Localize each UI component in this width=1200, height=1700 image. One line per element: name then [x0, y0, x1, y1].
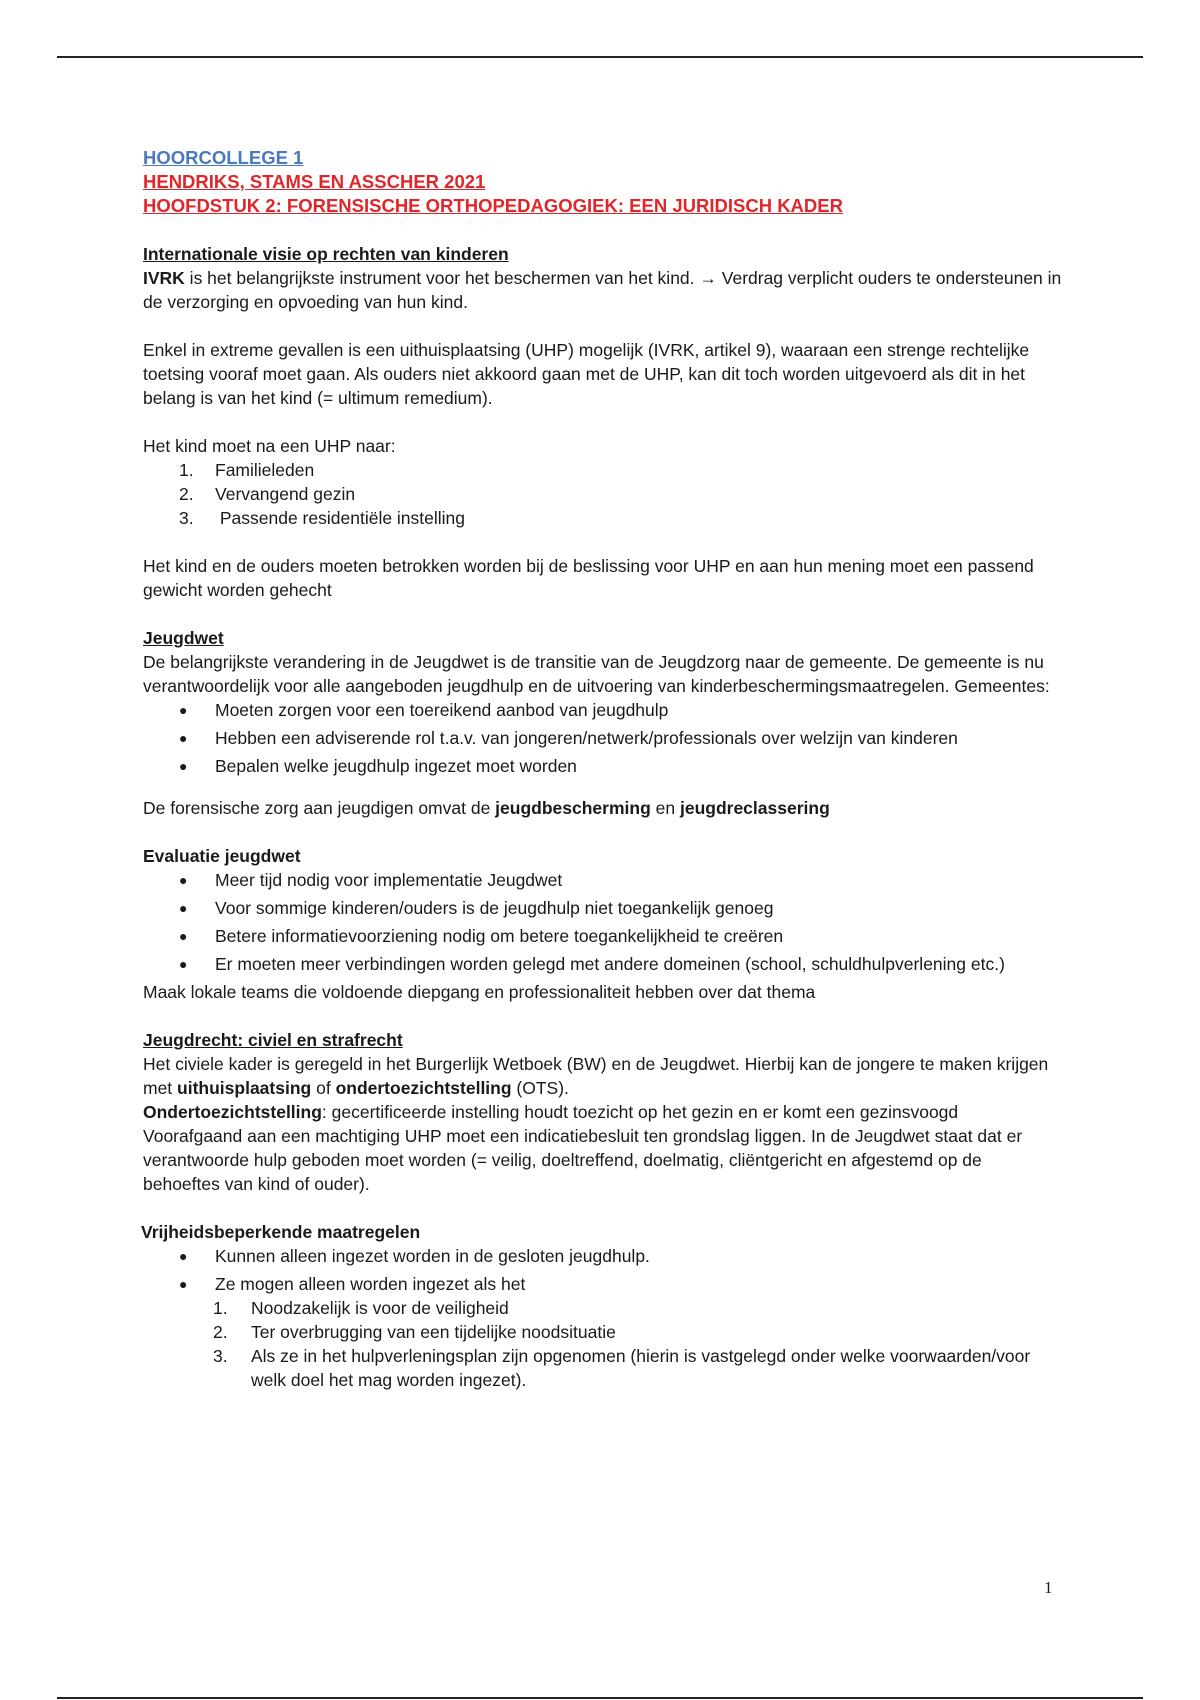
list-item — [143, 482, 1063, 506]
list-item — [143, 1244, 1063, 1268]
maatregelen-bullet-list — [143, 1244, 1063, 1296]
paragraph-civiel-kader — [143, 1052, 1063, 1100]
maatregelen-sub-list — [143, 1296, 1063, 1392]
bullet-dot-icon: ● — [179, 1248, 188, 1264]
term-jeugdbescherming: jeugdbescherming — [495, 798, 651, 818]
list-item-text: Voor sommige kinderen/ouders is de jeugdhulp niet toegankelijk genoeg — [215, 898, 774, 918]
list-item — [143, 506, 1063, 530]
list-item — [143, 1296, 1063, 1320]
list-number: 2. — [179, 484, 194, 504]
paragraph-ivrk-text: is het belangrijkste instrument voor het beschermen van het kind. → Verdrag verplicht ouders te ondersteunen in de verzorging en opvoeding van hun kind. — [143, 268, 1062, 312]
list-item-text: Vervangend gezin — [215, 484, 356, 504]
list-item-text: Als ze in het hulpverleningsplan zijn opgenomen (hierin is vastgelegd onder welke voorwaarden/voor welk doel het mag worden ingezet). — [251, 1346, 1031, 1390]
list-item-text: Familieleden — [215, 460, 315, 480]
bullet-dot-icon: ● — [179, 900, 188, 916]
list-item-text: Noodzakelijk is voor de veiligheid — [251, 1298, 509, 1318]
term-ondertoezichtstelling: ondertoezichtstelling — [335, 1078, 512, 1098]
paragraph-ivrk — [143, 266, 1063, 314]
top-rule — [57, 56, 1143, 58]
list-item — [143, 896, 1063, 920]
header-chapter: HOOFDSTUK 2: FORENSISCHE ORTHOPEDAGOGIEK: EEN JURIDISCH KADER — [143, 195, 843, 216]
header-lecture: HOORCOLLEGE 1 — [143, 147, 304, 168]
list-item — [143, 924, 1063, 948]
term-jeugdreclassering: jeugdreclassering — [679, 798, 830, 818]
bullet-dot-icon: ● — [179, 956, 188, 972]
document-page — [143, 146, 1063, 1392]
header-source: HENDRIKS, STAMS EN ASSCHER 2021 — [143, 171, 486, 192]
section-title-jeugdrecht: Jeugdrecht: civiel en strafrecht — [143, 1030, 403, 1050]
list-number: 1. — [213, 1298, 228, 1318]
paragraph-ots-definition — [143, 1100, 1063, 1124]
evaluatie-bullet-list — [143, 868, 1063, 976]
list-number: 3. — [179, 508, 194, 528]
bottom-rule — [57, 1697, 1143, 1699]
term-ivrk: IVRK — [143, 268, 185, 288]
bullet-dot-icon: ● — [179, 1276, 188, 1292]
list-item — [143, 1320, 1063, 1344]
list-item — [143, 754, 1063, 778]
list-item — [143, 726, 1063, 750]
bullet-dot-icon: ● — [179, 702, 188, 718]
text-run: (OTS). — [511, 1078, 569, 1098]
list-item — [143, 1344, 1063, 1392]
list-item — [143, 952, 1063, 976]
bullet-dot-icon: ● — [179, 758, 188, 774]
text-run: Het civiele kader is geregeld in het Burgerlijk Wetboek (BW) en de Jeugdwet. Hierbij kan de jongere te maken krijgen met — [143, 1054, 1049, 1098]
text-run: De forensische zorg aan jeugdigen omvat de — [143, 798, 496, 818]
list-item — [143, 698, 1063, 722]
list-item-text: Ter overbrugging van een tijdelijke noodsituatie — [251, 1322, 616, 1342]
list-item-text: Ze mogen alleen worden ingezet als het — [215, 1274, 526, 1294]
paragraph-uhp: Enkel in extreme gevallen is een uithuisplaatsing (UHP) mogelijk (IVRK, artikel 9), waaraan een strenge rechtelijke toetsing vooraf moet gaan. Als ouders niet akkoord gaan met de UHP, kan dit toch worden uitgevoerd als dit in het belang is van het kind (= ultimum remedium). — [143, 340, 1030, 408]
list-item-text: Hebben een adviserende rol t.a.v. van jongeren/netwerk/professionals over welzijn van kinderen — [215, 728, 958, 748]
section-title-vrijheidsbeperkend: Vrijheidsbeperkende maatregelen — [141, 1222, 421, 1242]
section-title-jeugdwet: Jeugdwet — [143, 628, 224, 648]
paragraph-forensic-care — [143, 796, 1063, 820]
list-number: 3. — [213, 1346, 228, 1366]
list-item-text: Betere informatievoorziening nodig om betere toegankelijkheid te creëren — [215, 926, 784, 946]
list-item — [143, 1272, 1063, 1296]
text-run: en — [650, 798, 680, 818]
page-number: 1 — [1044, 1578, 1053, 1597]
uhp-destination-list — [143, 458, 1063, 530]
list-item — [143, 458, 1063, 482]
bullet-dot-icon: ● — [179, 928, 188, 944]
paragraph-involvement: Het kind en de ouders moeten betrokken worden bij de beslissing voor UHP en aan hun mening moet een passend gewicht worden gehecht — [143, 556, 1034, 600]
list-item-text: Meer tijd nodig voor implementatie Jeugdwet — [215, 870, 563, 890]
gemeentes-bullet-list — [143, 698, 1063, 778]
paragraph-uhp-destinations: Het kind moet na een UHP naar: — [143, 436, 396, 456]
section-title-evaluatie: Evaluatie jeugdwet — [143, 846, 301, 866]
paragraph-machtiging: Voorafgaand aan een machtiging UHP moet een indicatiebesluit ten grondslag liggen. In de Jeugdwet staat dat er verantwoorde hulp geboden moet worden (= veilig, doeltreffend, doelmatig, cliëntgericht en afgestemd op de behoeftes van kind of ouder). — [143, 1126, 1023, 1194]
list-number: 2. — [213, 1322, 228, 1342]
text-run: : gecertificeerde instelling houdt toezicht op het gezin en er komt een gezinsvoogd — [321, 1102, 959, 1122]
list-item — [143, 868, 1063, 892]
term-uithuisplaatsing: uithuisplaatsing — [177, 1078, 312, 1098]
list-item-text: Er moeten meer verbindingen worden gelegd met andere domeinen (school, schuldhulpverlening etc.) — [215, 954, 1005, 974]
section-title-international: Internationale visie op rechten van kinderen — [143, 244, 509, 264]
paragraph-local-teams: Maak lokale teams die voldoende diepgang en professionaliteit hebben over dat thema — [143, 982, 816, 1002]
list-item-text: Kunnen alleen ingezet worden in de gesloten jeugdhulp. — [215, 1246, 650, 1266]
text-run: of — [311, 1078, 336, 1098]
paragraph-jeugdwet: De belangrijkste verandering in de Jeugdwet is de transitie van de Jeugdzorg naar de gemeente. De gemeente is nu verantwoordelijk voor alle aangeboden jeugdhulp en de uitvoering van kinderbeschermingsmaatregelen. Gemeentes: — [143, 652, 1050, 696]
bullet-dot-icon: ● — [179, 872, 188, 888]
list-item-text: Moeten zorgen voor een toereikend aanbod van jeugdhulp — [215, 700, 669, 720]
bullet-dot-icon: ● — [179, 730, 188, 746]
term-ots: Ondertoezichtstelling — [143, 1102, 322, 1122]
list-item-text: Passende residentiële instelling — [215, 508, 466, 528]
list-item-text: Bepalen welke jeugdhulp ingezet moet worden — [215, 756, 577, 776]
list-number: 1. — [179, 460, 194, 480]
